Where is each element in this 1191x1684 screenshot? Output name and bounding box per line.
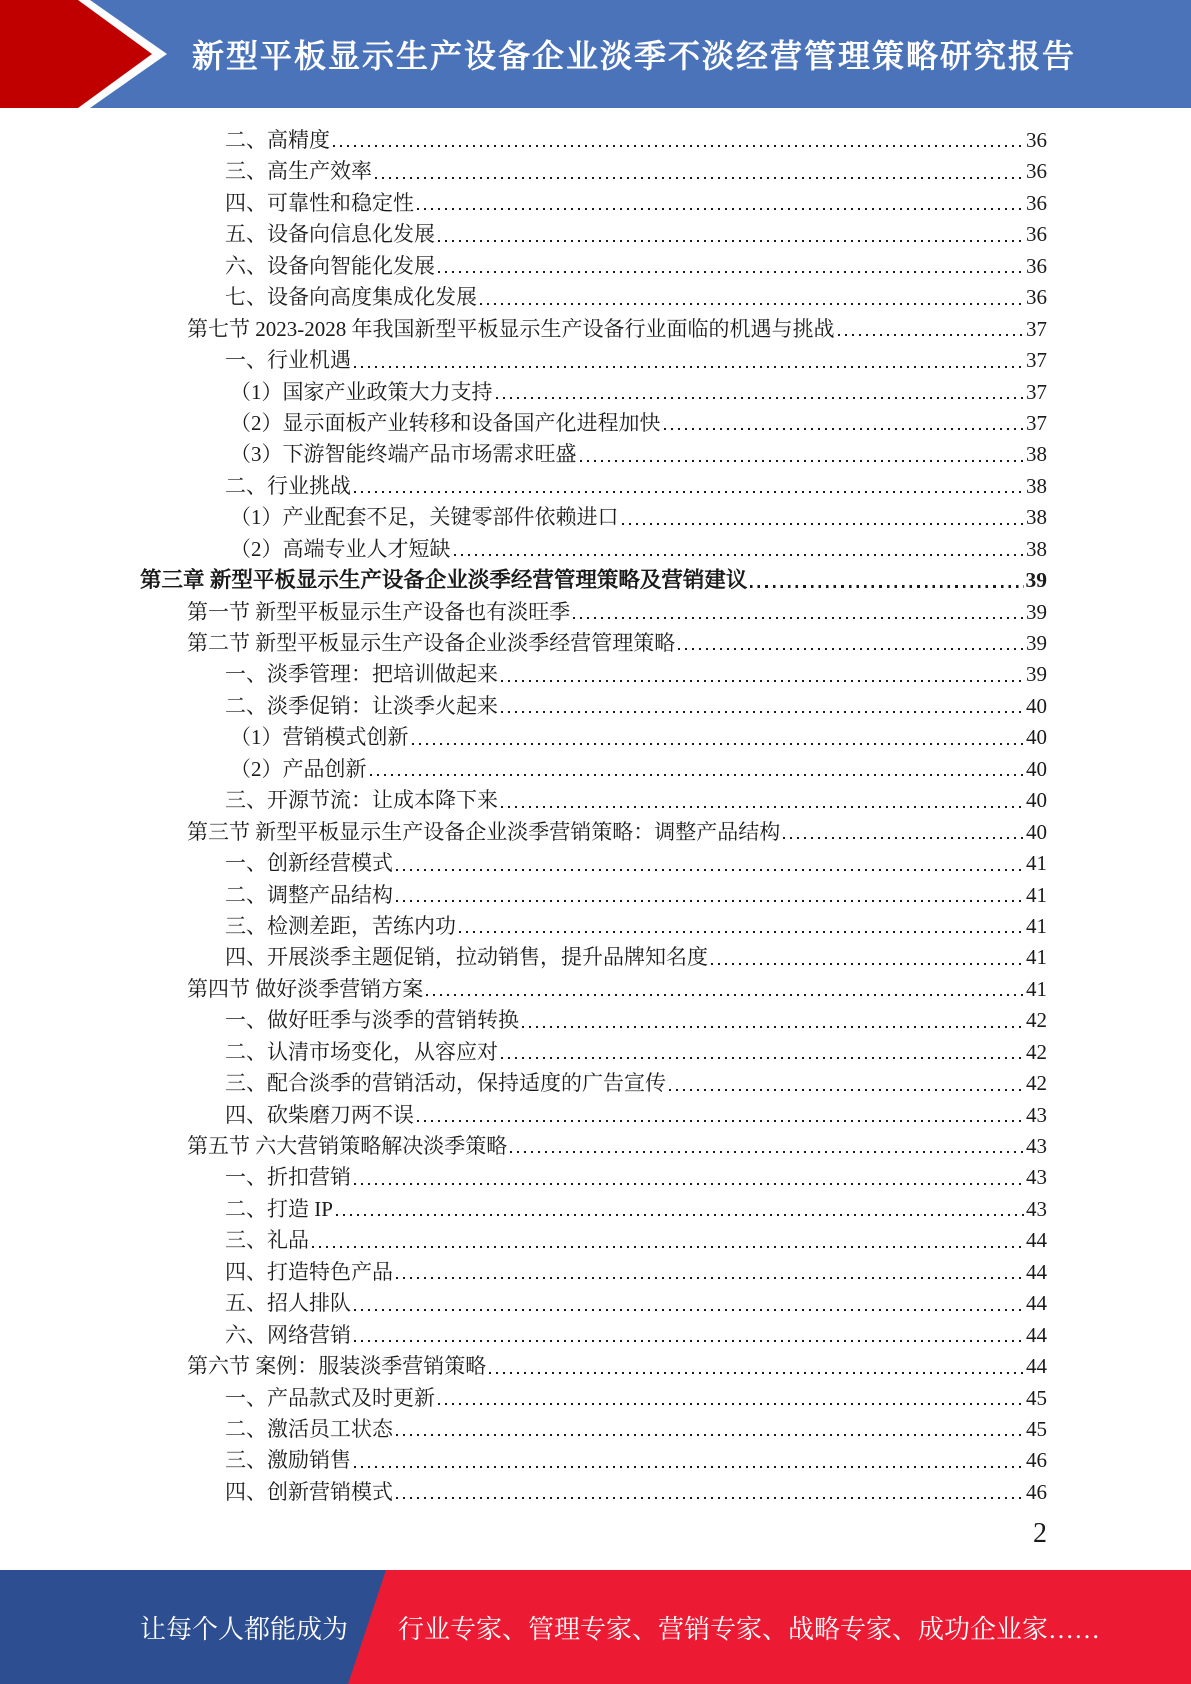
- toc-entry-page: 42: [1026, 1039, 1047, 1064]
- toc-entry-text: （2）产品创新: [230, 756, 367, 781]
- dot-leader: [370, 774, 1025, 776]
- toc-entry-page: 43: [1026, 1196, 1047, 1221]
- chevron-arrow-icon: [0, 0, 172, 108]
- toc-entry-page: 36: [1026, 190, 1047, 215]
- toc-entry[interactable]: [140, 534, 1047, 565]
- toc-entry[interactable]: [140, 1383, 1047, 1414]
- dot-leader: [669, 1089, 1024, 1091]
- toc-entry-text: 一、折扣营销: [225, 1165, 351, 1190]
- toc-entry-page: 36: [1026, 222, 1047, 247]
- dot-leader: [522, 1026, 1024, 1028]
- dot-leader: [678, 648, 1024, 650]
- toc-entry-text: 第二节 新型平板显示生产设备企业淡季经营管理策略: [187, 631, 676, 655]
- dot-leader: [501, 1057, 1024, 1059]
- toc-entry-text: 第四节 做好淡季营销方案: [187, 976, 424, 1001]
- toc-entry-text: 二、淡季促销：让淡季火起来: [225, 693, 498, 718]
- toc-entry[interactable]: [140, 1445, 1047, 1476]
- toc-entry[interactable]: [140, 377, 1047, 408]
- dot-leader: [838, 334, 1025, 336]
- toc-entry-page: 40: [1026, 819, 1047, 844]
- dot-leader: [396, 1434, 1024, 1436]
- toc-entry-page: 42: [1026, 1008, 1047, 1033]
- toc-entry[interactable]: [140, 1351, 1047, 1382]
- dot-leader: [664, 428, 1025, 430]
- dot-leader: [426, 994, 1024, 996]
- toc-entry[interactable]: [140, 1288, 1047, 1319]
- dot-leader: [480, 303, 1024, 305]
- toc-entry-page: 45: [1026, 1416, 1047, 1441]
- toc-entry[interactable]: [140, 1162, 1047, 1193]
- toc-entry-text: 三、配合淡季的营销活动，保持适度的广告宣传: [225, 1071, 666, 1096]
- toc-entry-text: 一、产品款式及时更新: [225, 1385, 435, 1410]
- toc-entry-text: 一、创新经营模式: [225, 851, 393, 876]
- footer-slogan-right: 行业专家、管理专家、营销专家、战略专家、成功企业家……: [398, 1614, 1101, 1644]
- toc-entry[interactable]: [140, 880, 1047, 911]
- toc-entry-page: 44: [1026, 1291, 1047, 1316]
- toc-entry[interactable]: [140, 314, 1047, 345]
- dot-leader: [750, 585, 1023, 588]
- dot-leader: [354, 1466, 1024, 1468]
- toc-entry[interactable]: [140, 785, 1047, 816]
- toc-entry-page: 43: [1026, 1102, 1047, 1127]
- toc-entry[interactable]: [140, 817, 1047, 848]
- toc-entry-text: 一、行业机遇: [225, 348, 351, 373]
- toc-entry-text: 第一节 新型平板显示生产设备也有淡旺季: [187, 599, 571, 624]
- toc-entry-text: （1）国家产业政策大力支持: [230, 379, 493, 404]
- toc-entry-text: 四、创新营销模式: [225, 1479, 393, 1504]
- toc-entry-text: 六、网络营销: [225, 1322, 351, 1347]
- toc-entry-page: 36: [1026, 285, 1047, 310]
- toc-entry-text: 二、认清市场变化，从容应对: [225, 1039, 498, 1064]
- toc-entry-page: 46: [1026, 1479, 1047, 1504]
- footer-slogan-left: 让每个人都能成为: [139, 1614, 348, 1644]
- toc-entry[interactable]: [140, 345, 1047, 376]
- toc-entry[interactable]: [140, 471, 1047, 502]
- toc-entry-page: 36: [1026, 128, 1047, 152]
- toc-entry[interactable]: [140, 219, 1047, 250]
- page-footer-banner: [0, 1570, 1191, 1684]
- toc-entry-text: 四、可靠性和稳定性: [225, 190, 414, 215]
- toc-entry-page: 41: [1026, 882, 1047, 907]
- toc-entry-page: 39: [1026, 599, 1047, 624]
- dot-leader: [336, 1214, 1024, 1216]
- toc-entry-page: 40: [1026, 756, 1047, 781]
- dot-leader: [396, 900, 1024, 902]
- toc-entry[interactable]: [140, 1005, 1047, 1036]
- toc-entry[interactable]: [140, 188, 1047, 219]
- dot-leader: [501, 680, 1024, 682]
- dot-leader: [501, 711, 1024, 713]
- report-title: 新型平板显示生产设备企业淡季不淡经营管理策略研究报告: [192, 38, 1077, 74]
- toc-entry[interactable]: [140, 408, 1047, 439]
- toc-entry[interactable]: [140, 1257, 1047, 1288]
- toc-entry-text: 四、开展淡季主题促销，拉动销售，提升品牌知名度: [225, 945, 708, 970]
- toc-entry-page: 40: [1026, 725, 1047, 750]
- toc-entry-page: 41: [1026, 945, 1047, 970]
- toc-entry[interactable]: [140, 754, 1047, 785]
- dot-leader: [622, 523, 1025, 525]
- toc-entry-text: 五、招人排队: [225, 1291, 351, 1316]
- toc-entry-text: 三、检测差距，苦练内功: [225, 913, 456, 938]
- toc-entry[interactable]: [140, 911, 1047, 942]
- toc-entry[interactable]: [140, 1037, 1047, 1068]
- toc-entry-text: 七、设备向高度集成化发展: [225, 285, 477, 310]
- dot-leader: [354, 1340, 1024, 1342]
- toc-entry-text: 三、高生产效率: [225, 159, 372, 184]
- toc-entry-page: 41: [1026, 913, 1047, 938]
- toc-entry-text: （1）产业配套不足，关键零部件依赖进口: [230, 505, 619, 530]
- toc-entry-page: 41: [1026, 851, 1047, 876]
- toc-entry-page: 38: [1026, 473, 1047, 498]
- dot-leader: [396, 1497, 1024, 1499]
- toc-entry-text: 三、礼品: [225, 1228, 309, 1253]
- toc-entry-page: 37: [1026, 316, 1047, 341]
- toc-entry-page: 38: [1026, 505, 1047, 530]
- toc-entry-page: 36: [1026, 159, 1047, 184]
- page-header-banner: [0, 0, 1191, 108]
- dot-leader: [312, 1246, 1024, 1248]
- toc-entry-page: 38: [1026, 442, 1047, 467]
- dot-leader: [459, 931, 1024, 933]
- dot-leader: [711, 963, 1024, 965]
- toc-entry-page: 45: [1026, 1385, 1047, 1410]
- toc-entry-text: 二、高精度: [225, 128, 330, 152]
- toc-entry[interactable]: [140, 125, 1047, 156]
- toc-entry-page: 44: [1026, 1228, 1047, 1253]
- dot-leader: [354, 1309, 1024, 1311]
- toc-entry[interactable]: [140, 1100, 1047, 1131]
- toc-entry-page: 36: [1026, 253, 1047, 278]
- toc-entry[interactable]: [140, 565, 1047, 596]
- dot-leader: [496, 397, 1025, 399]
- page-number: 2: [1033, 1518, 1047, 1549]
- toc-entry-page: 44: [1026, 1259, 1047, 1284]
- dot-leader: [354, 366, 1024, 368]
- toc-entry-page: 43: [1026, 1165, 1047, 1190]
- toc-entry[interactable]: [140, 502, 1047, 533]
- dot-leader: [354, 491, 1024, 493]
- dot-leader: [412, 743, 1025, 745]
- dot-leader: [573, 617, 1024, 619]
- dot-leader: [510, 1151, 1024, 1153]
- dot-leader: [396, 1277, 1024, 1279]
- toc-entry-text: 六、设备向智能化发展: [225, 253, 435, 278]
- toc-entry-page: 39: [1026, 662, 1047, 687]
- toc-entry-page: 44: [1026, 1354, 1047, 1379]
- toc-entry-page: 37: [1026, 410, 1047, 435]
- toc-entry-text: 第三章 新型平板显示生产设备企业淡季经营管理策略及营销建议: [140, 568, 748, 593]
- toc-entry[interactable]: [140, 282, 1047, 313]
- toc-entry[interactable]: [140, 722, 1047, 753]
- dot-leader: [489, 1372, 1024, 1374]
- toc-entry-text: 第三节 新型平板显示生产设备企业淡季营销策略：调整产品结构: [187, 819, 781, 844]
- toc-entry-text: 第六节 案例：服装淡季营销策略: [187, 1354, 487, 1379]
- toc-entry[interactable]: [140, 659, 1047, 690]
- toc-list: [140, 125, 1047, 1508]
- toc-entry-text: （3）下游智能终端产品市场需求旺盛: [230, 442, 577, 467]
- dot-leader: [438, 1403, 1024, 1405]
- dot-leader: [354, 1183, 1024, 1185]
- toc-entry[interactable]: [140, 848, 1047, 879]
- toc-entry-text: （1）营销模式创新: [230, 725, 409, 750]
- toc-entry-page: 38: [1026, 536, 1047, 561]
- toc-entry-page: 39: [1026, 631, 1047, 655]
- toc-entry[interactable]: [140, 1194, 1047, 1225]
- dot-leader: [783, 837, 1024, 839]
- toc-entry[interactable]: [140, 1225, 1047, 1256]
- toc-entry-page: 40: [1026, 788, 1047, 813]
- toc-entry-page: 42: [1026, 1071, 1047, 1096]
- toc-entry[interactable]: [140, 439, 1047, 470]
- toc-entry-text: 一、淡季管理：把培训做起来: [225, 662, 498, 687]
- dot-leader: [454, 554, 1025, 556]
- toc-entry-text: 二、调整产品结构: [225, 882, 393, 907]
- toc-entry-page: 41: [1026, 976, 1047, 1001]
- toc-entry-text: 五、设备向信息化发展: [225, 222, 435, 247]
- dot-leader: [580, 460, 1025, 462]
- toc-entry[interactable]: [140, 597, 1047, 628]
- toc-entry-text: 第七节 2023-2028 年我国新型平板显示生产设备行业面临的机遇与挑战: [187, 316, 835, 341]
- toc-entry-page: 43: [1026, 1134, 1047, 1158]
- toc-entry[interactable]: [140, 1131, 1047, 1162]
- toc-entry[interactable]: [140, 1320, 1047, 1351]
- dot-leader: [438, 271, 1024, 273]
- toc-entry[interactable]: [140, 1414, 1047, 1445]
- dot-leader: [333, 145, 1024, 147]
- toc-entry-text: 三、激励销售: [225, 1448, 351, 1473]
- toc-entry-text: 第五节 六大营销策略解决淡季策略: [187, 1134, 508, 1158]
- toc-entry-text: 三、开源节流：让成本降下来: [225, 788, 498, 813]
- toc-entry-page: 37: [1026, 348, 1047, 373]
- dot-leader: [438, 240, 1024, 242]
- toc-entry-page: 46: [1026, 1448, 1047, 1473]
- toc-entry-text: 一、做好旺季与淡季的营销转换: [225, 1008, 519, 1033]
- toc-entry[interactable]: [140, 156, 1047, 187]
- toc-entry[interactable]: [140, 942, 1047, 973]
- toc-entry-page: 39: [1025, 568, 1047, 593]
- toc-entry-page: 37: [1026, 379, 1047, 404]
- toc-entry[interactable]: [140, 691, 1047, 722]
- toc-entry[interactable]: [140, 1477, 1047, 1508]
- toc-entry-page: 40: [1026, 693, 1047, 718]
- toc-entry[interactable]: [140, 974, 1047, 1005]
- toc-entry-text: 四、砍柴磨刀两不误: [225, 1102, 414, 1127]
- dot-leader: [417, 208, 1024, 210]
- dot-leader: [501, 806, 1024, 808]
- toc-entry-text: 二、激活员工状态: [225, 1416, 393, 1441]
- toc-entry[interactable]: [140, 628, 1047, 659]
- toc-entry-text: 二、打造 IP: [225, 1196, 333, 1221]
- toc-entry-text: 四、打造特色产品: [225, 1259, 393, 1284]
- toc-entry-text: 二、行业挑战: [225, 473, 351, 498]
- dot-leader: [375, 177, 1024, 179]
- toc-entry-page: 44: [1026, 1322, 1047, 1347]
- toc-entry[interactable]: [140, 1068, 1047, 1099]
- toc-entry[interactable]: [140, 251, 1047, 282]
- dot-leader: [417, 1120, 1024, 1122]
- toc-entry-text: （2）高端专业人才短缺: [230, 536, 451, 561]
- dot-leader: [396, 869, 1024, 871]
- toc-entry-text: （2）显示面板产业转移和设备国产化进程加快: [230, 410, 661, 435]
